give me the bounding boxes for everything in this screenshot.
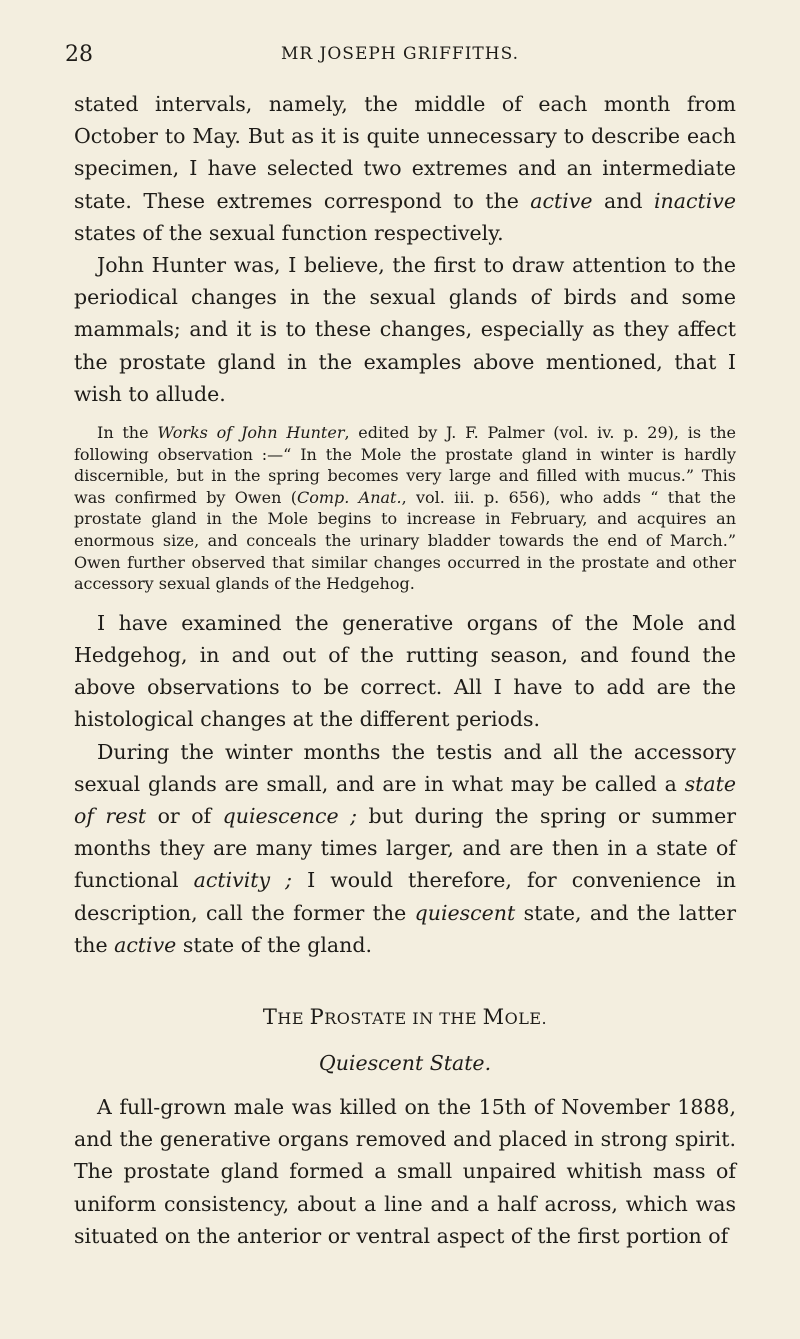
- paragraph-2: John Hunter was, I believe, the first to draw attention to the periodical changes in the sexual glands of birds and some mammals; and it is to these changes, especially as they affect the prostate gland in the examples above mentioned, that I wish to allude.: [74, 253, 736, 406]
- running-head: MR JOSEPH GRIFFITHS.: [280, 44, 520, 64]
- page-body: [74, 88, 736, 1252]
- paragraph-1: stated intervals, namely, the middle of each month from October to May. But as it is quite unnecessary to describe each specimen, I have selected two extremes and an intermediate state. These extremes correspond to the active and inactive states of the sexual function respectively.: [74, 92, 736, 245]
- paragraph-4: During the winter months the testis and all the accessory sexual glands are small, and are in what may be called a state of rest or of quiescence ; but during the spring or summer months they are many times larger, and are then in a state of functional activity ; I would therefore, for convenience in description, call the former the quiescent state, and the latter the active state of the gland.: [74, 739, 737, 957]
- page-header: [0, 42, 800, 70]
- paragraph-3: I have examined the generative organs of the Mole and Hedgehog, in and out of the rutting season, and found the above observations to be correct. All I have to add are the histological changes at the different periods.: [74, 610, 736, 732]
- section-heading: THE PROSTATE IN THE MOLE.: [262, 1005, 548, 1030]
- footnote-paragraph: In the Works of John Hunter, edited by J. F. Palmer (vol. iv. p. 29), is the following observation :—“ In the Mole the prostate gland in winter is hardly discernible, but in the spring becomes very large and filled with mucus.” This was confirmed by Owen (Comp. Anat., vol. iii. p. 656), who adds “ that the prostate gland in the Mole begins to increase in February, and acquires an enormous size, and conceals the urinary bladder towards the end of March.” Owen further observed that similar changes occurred in the prostate and other accessory sexual glands of the Hedgehog.: [74, 423, 737, 594]
- subheading: Quiescent State.: [318, 1051, 492, 1076]
- paragraph-5: A full-grown male was killed on the 15th of November 1888, and the generative organs removed and placed in strong spirit. The prostate gland formed a small unpaired whitish mass of uniform consistency, about a line and a half across, which was situated on the anterior or ventral aspect of the first portion of: [74, 1095, 736, 1248]
- page-number: 28: [65, 42, 93, 67]
